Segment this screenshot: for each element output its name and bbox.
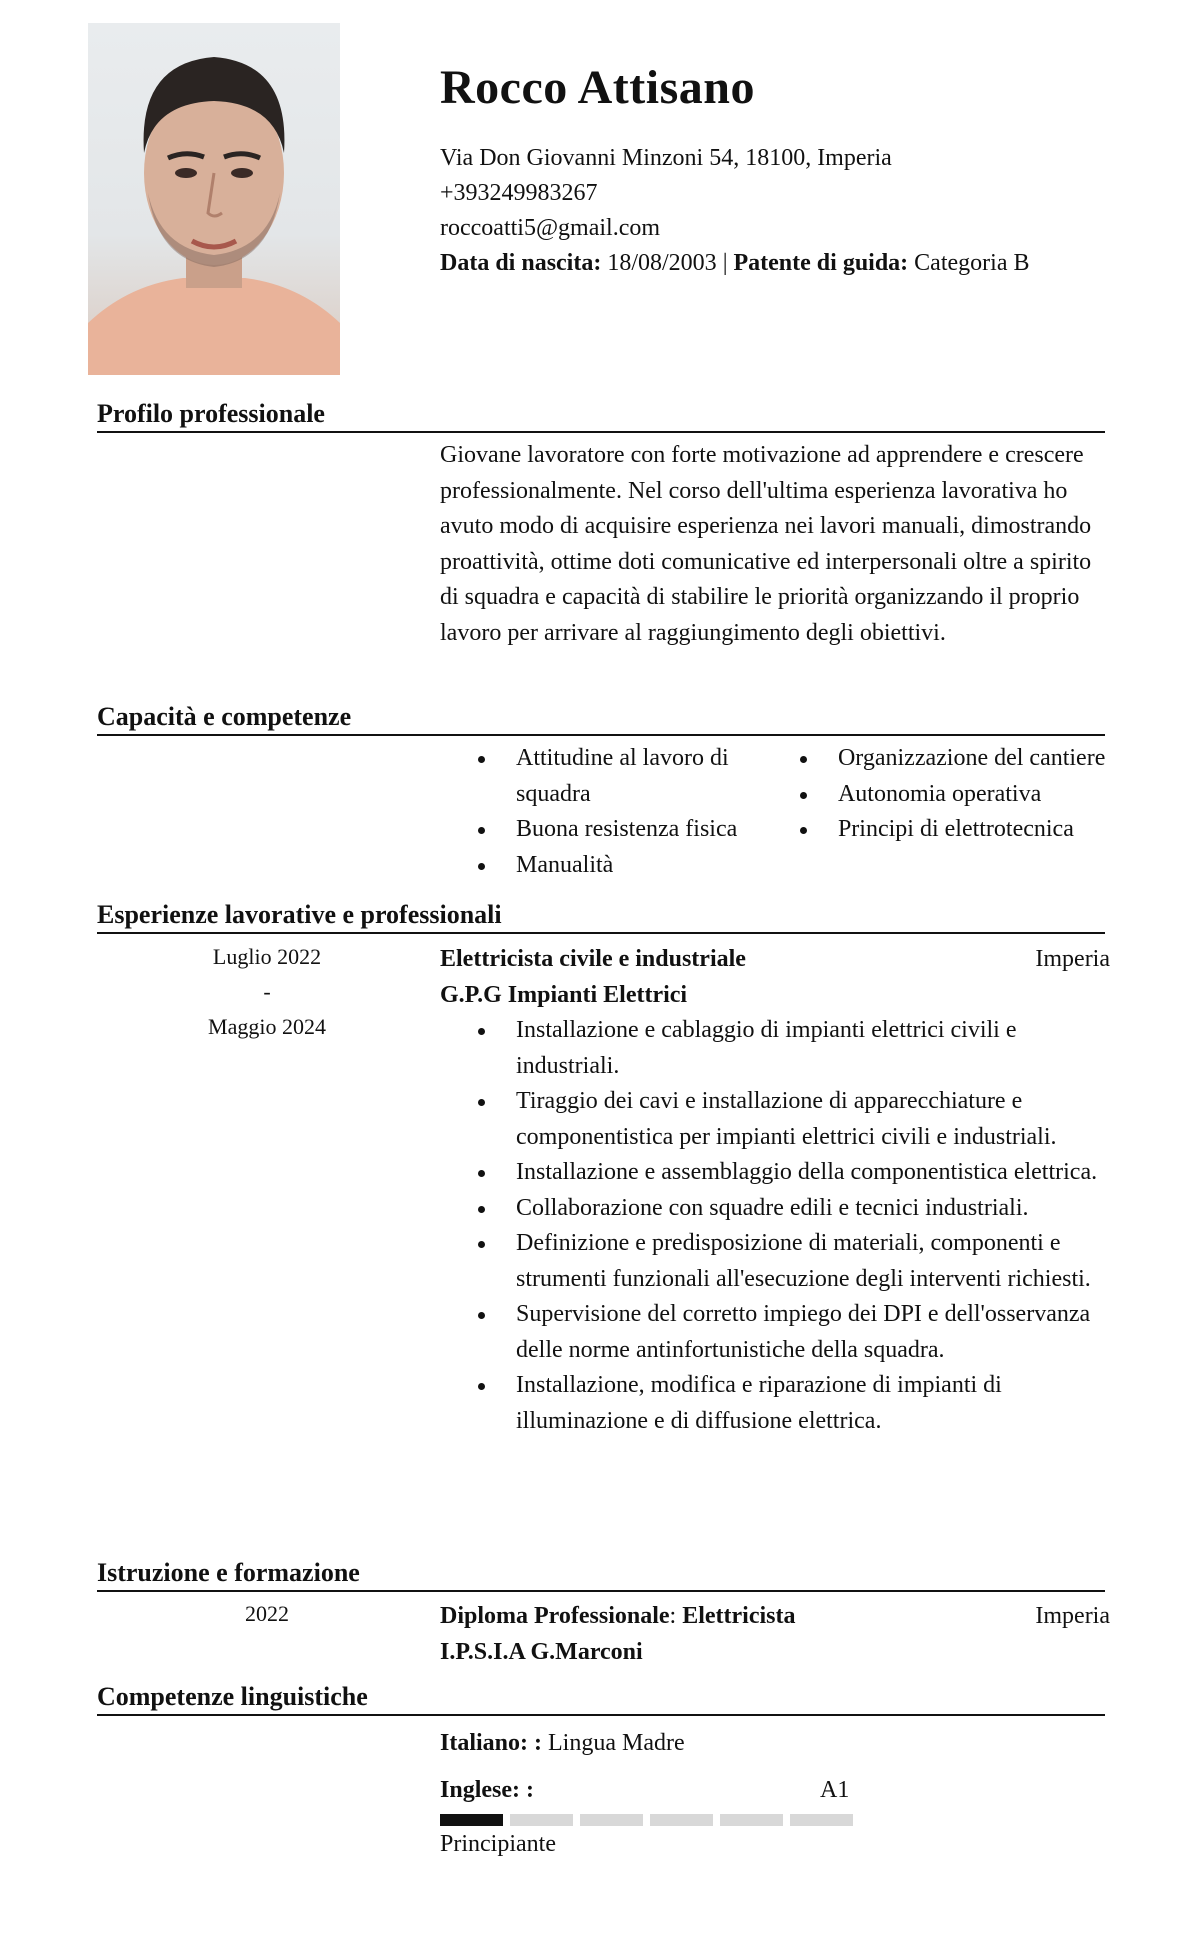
language-native-value: Lingua Madre — [548, 1730, 685, 1756]
experience-entry — [440, 942, 1110, 1439]
profile-text: Giovane lavoratore con forte motivazione ad apprendere e crescere professionalmente. Nel corso dell'ultima esperienza lavorativa ho avuto modo di acquisire esperienza nei lavori manuali, dimostrando proattività, ottime doti comunicative ed interpersonali oltre a spirito di squadra e capacità di stabilire le priorità organizzando il proprio lavoro per arrivare al raggiungimento degli obiettivi. — [440, 442, 1092, 646]
section-title-experience: Esperienze lavorative e professionali — [97, 899, 1105, 934]
date-start: Luglio 2022 — [212, 944, 322, 969]
skill-item: Manualità — [440, 848, 762, 884]
experience-dates — [97, 939, 437, 1044]
license-label: Patente di guida: — [733, 249, 909, 276]
language-native-label: Italiano: : — [440, 1730, 542, 1756]
skills-list — [440, 741, 1110, 883]
duty-item: Supervisione del corretto impiego dei DPI e dell'osservanza delle norme antinfortunistiche della squadra. — [440, 1297, 1110, 1368]
skill-item: Principi di elettrotecnica — [762, 812, 1110, 848]
school-name: I.P.S.I.A G.Marconi — [440, 1638, 643, 1665]
language-level-desc: Principiante — [440, 1831, 556, 1857]
job-role: Elettricista civile e industriale — [440, 946, 746, 972]
birth-label: Data di nascita: — [440, 249, 602, 276]
duty-item: Definizione e predisposizione di materiali, componenti e strumenti funzionali all'esecuzione degli interventi richiesti. — [440, 1226, 1110, 1297]
language-level-segment — [650, 1814, 713, 1826]
language-level-segment — [720, 1814, 783, 1826]
language-native — [440, 1726, 1110, 1761]
email[interactable]: roccoatti5@gmail.com — [440, 214, 661, 241]
candidate-name: Rocco Attisano — [440, 61, 755, 114]
section-title-education: Istruzione e formazione — [97, 1557, 1105, 1592]
degree-label: Diploma Professionale — [440, 1603, 670, 1629]
languages-list — [440, 1726, 1110, 1860]
personal-details — [440, 246, 1120, 281]
skills-column-2 — [762, 741, 1110, 883]
education-header — [440, 1599, 1110, 1635]
education-location: Imperia — [1035, 1603, 1110, 1629]
skill-item: Organizzazione del cantiere — [762, 741, 1110, 777]
license-value: Categoria B — [914, 249, 1030, 276]
language-level: A1 — [820, 1777, 850, 1803]
separator: | — [722, 249, 728, 276]
section-title-languages: Competenze linguistiche — [97, 1681, 1105, 1716]
language-level-bar — [440, 1814, 1110, 1826]
language-level-segment — [790, 1814, 853, 1826]
skills-column-1 — [440, 741, 762, 883]
education-year: 2022 — [245, 1601, 289, 1626]
section-title-profile: Profilo professionale — [97, 398, 1105, 433]
phone[interactable]: +393249983267 — [440, 179, 598, 206]
duty-item: Installazione, modifica e riparazione di impianti di illuminazione e di diffusione elettrica. — [440, 1368, 1110, 1439]
header — [440, 62, 1120, 281]
education-entry — [440, 1599, 1110, 1670]
duty-item: Tiraggio dei cavi e installazione di apparecchiature e componentistica per impianti elettrici civili e industriali. — [440, 1084, 1110, 1155]
language-other-label: Inglese: : — [440, 1777, 534, 1803]
skill-item: Attitudine al lavoro di squadra — [440, 741, 762, 812]
degree-colon: : — [669, 1603, 677, 1629]
skill-item: Autonomia operativa — [762, 777, 1110, 813]
skill-item: Buona resistenza fisica — [440, 812, 762, 848]
section-title-skills: Capacità e competenze — [97, 701, 1105, 736]
date-end: Maggio 2024 — [208, 1014, 326, 1039]
language-other — [440, 1773, 1110, 1808]
duty-item: Installazione e cablaggio di impianti elettrici civili e industriali. — [440, 1013, 1110, 1084]
degree-field: Elettricista — [682, 1603, 796, 1629]
birth-value: 18/08/2003 — [607, 249, 717, 276]
job-duties — [440, 1013, 1110, 1439]
language-level-segment — [510, 1814, 573, 1826]
job-location: Imperia — [1035, 946, 1110, 972]
language-level-segment — [440, 1814, 503, 1826]
language-level-segment — [580, 1814, 643, 1826]
profile-photo — [88, 23, 340, 375]
duty-item: Installazione e assemblaggio della componentistica elettrica. — [440, 1155, 1110, 1191]
job-company: G.P.G Impianti Elettrici — [440, 981, 688, 1008]
duty-item: Collaborazione con squadre edili e tecnici industriali. — [440, 1191, 1110, 1227]
address: Via Don Giovanni Minzoni 54, 18100, Imperia — [440, 144, 892, 171]
job-header — [440, 942, 1110, 978]
date-separator: - — [263, 979, 271, 1004]
